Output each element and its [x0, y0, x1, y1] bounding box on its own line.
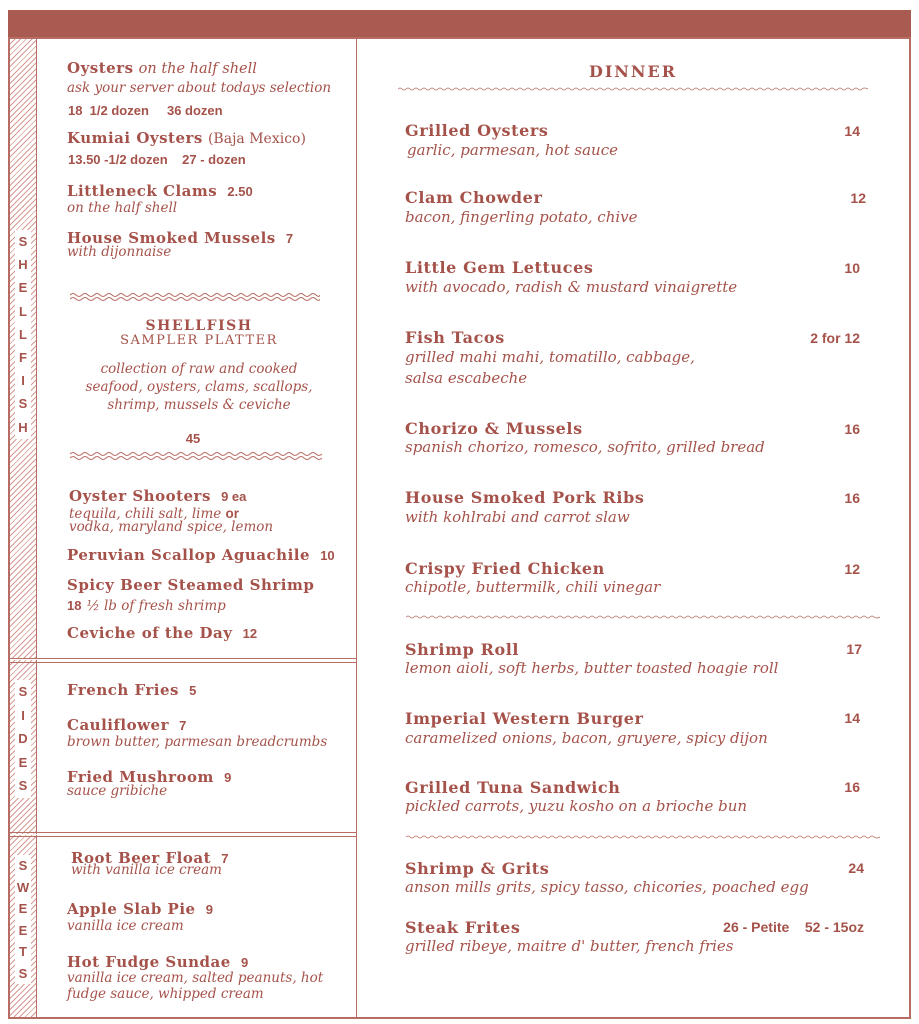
- dinner-item-name: Chorizo & Mussels: [405, 419, 583, 438]
- item-price: 13.50 -1/2 dozen 27 - dozen: [68, 152, 246, 167]
- item-description: vanilla ice cream: [67, 918, 184, 934]
- menu-item-hot-fudge-sundae: [67, 952, 248, 971]
- sweets-vertical-label: S W E E T S: [10, 855, 36, 984]
- item-name: Oysters: [67, 59, 134, 77]
- dinner-item-description: anson mills grits, spicy tasso, chicories, poached egg: [405, 878, 809, 896]
- section-separator: [8, 832, 356, 833]
- menu-item-cauliflower: [67, 715, 186, 734]
- item-name-suffix: on the half shell: [138, 61, 257, 77]
- item-price: 18 1/2 dozen 36 dozen: [68, 103, 223, 118]
- dinner-item-price: 14: [844, 123, 860, 139]
- item-name: Cauliflower: [67, 716, 169, 734]
- dinner-item-description: salsa escabeche: [405, 369, 528, 387]
- item-price: 7: [221, 851, 229, 866]
- dinner-item-description: with avocado, radish & mustard vinaigrette: [405, 278, 738, 296]
- menu-item-kumiai-oysters: [67, 128, 306, 147]
- dinner-item-description: bacon, fingerling potato, chive: [405, 208, 638, 226]
- sides-vertical-label: S I D E S: [10, 680, 36, 798]
- dinner-item-price: 16: [844, 490, 860, 506]
- item-name: Hot Fudge Sundae: [67, 953, 231, 971]
- menu-item-french-fries: [67, 680, 196, 699]
- item-description: with dijonnaise: [67, 244, 172, 260]
- item-description: with vanilla ice cream: [71, 862, 222, 878]
- item-name: Kumiai Oysters: [67, 129, 203, 147]
- platter-description: seafood, oysters, clams, scallops,: [85, 379, 313, 395]
- shellfish-vertical-label: S H E L L F I S H: [10, 230, 36, 439]
- item-description: sauce gribiche: [67, 783, 168, 799]
- dinner-item-price: 10: [844, 260, 860, 276]
- item-price: 18: [67, 598, 82, 613]
- dinner-item-name: Imperial Western Burger: [405, 709, 644, 728]
- item-name: Oyster Shooters: [69, 487, 211, 505]
- top-banner: [8, 10, 911, 37]
- item-name: Ceviche of the Day: [67, 624, 233, 642]
- section-separator: [8, 658, 356, 659]
- item-description: [67, 595, 226, 614]
- item-price: 9: [240, 955, 249, 970]
- dinner-item-description: lemon aioli, soft herbs, butter toasted hoagie roll: [405, 659, 779, 677]
- menu-item-apple-slab-pie: [67, 899, 213, 918]
- item-name: Apple Slab Pie: [67, 900, 196, 918]
- wave-rule: [406, 834, 880, 842]
- platter-price: 45: [185, 431, 201, 446]
- menu-item-scallop-aguachile: [67, 545, 335, 564]
- item-description: fudge sauce, whipped cream: [67, 986, 264, 1002]
- dinner-item-price: 14: [844, 710, 860, 726]
- item-price: 5: [189, 683, 197, 698]
- item-description: ask your server about todays selection: [67, 80, 332, 96]
- dinner-item-price: 26 - Petite 52 - 15oz: [723, 919, 864, 935]
- dinner-item-description: garlic, parmesan, hot sauce: [407, 141, 618, 159]
- dinner-item-name: Grilled Tuna Sandwich: [405, 778, 621, 797]
- dinner-item-description: spanish chorizo, romesco, sofrito, grilled bread: [405, 438, 765, 456]
- item-name: Root Beer Float: [71, 849, 212, 867]
- item-price: 12: [242, 626, 258, 641]
- item-description: on the half shell: [67, 200, 178, 216]
- item-price: 7: [285, 231, 294, 246]
- menu-item-ceviche: [67, 623, 257, 642]
- wave-rule: [398, 86, 868, 94]
- item-name: French Fries: [67, 681, 179, 699]
- wave-divider: [70, 451, 322, 459]
- wave-divider: [70, 292, 320, 300]
- platter-description: shrimp, mussels & ceviche: [107, 397, 291, 413]
- dinner-item-price: 24: [848, 860, 864, 876]
- dinner-item-name: Clam Chowder: [405, 188, 543, 207]
- dinner-item-price: 2 for 12: [810, 330, 860, 346]
- item-price: 9: [205, 902, 213, 917]
- item-description: vodka, maryland spice, lemon: [69, 519, 274, 535]
- dinner-item-name: Shrimp & Grits: [405, 859, 550, 878]
- dinner-item-name: House Smoked Pork Ribs: [405, 488, 645, 507]
- dinner-item-name: Steak Frites: [405, 918, 521, 937]
- item-name: Littleneck Clams: [67, 182, 218, 200]
- item-name-suffix: (Baja Mexico): [207, 131, 306, 147]
- description-text: tequila, chili salt, lime: [69, 506, 226, 522]
- dinner-item-price: 16: [844, 421, 860, 437]
- dinner-item-description: pickled carrots, yuzu kosho on a brioche bun: [405, 797, 748, 815]
- item-description: brown butter, parmesan breadcrumbs: [67, 734, 328, 750]
- description-conjunction: or: [225, 506, 240, 521]
- menu-item-oysters: [67, 58, 257, 77]
- dinner-title: DINNER: [588, 62, 678, 81]
- dinner-item-price: 17: [846, 641, 862, 657]
- dinner-item-name: Crispy Fried Chicken: [405, 559, 605, 578]
- platter-subtitle: SAMPLER PLATTER: [120, 333, 278, 348]
- dinner-item-name: Little Gem Lettuces: [405, 258, 594, 277]
- dinner-item-price: 12: [844, 561, 860, 577]
- item-name: Fried Mushroom: [67, 768, 214, 786]
- platter-description: collection of raw and cooked: [100, 361, 298, 377]
- description-text: ½ lb of fresh shrimp: [86, 598, 226, 614]
- dinner-item-price: 16: [844, 779, 860, 795]
- section-separator: [8, 662, 356, 663]
- section-separator: [8, 836, 356, 837]
- item-name: Peruvian Scallop Aguachile: [67, 546, 311, 564]
- dinner-item-description: with kohlrabi and carrot slaw: [405, 508, 630, 526]
- column-divider: [356, 37, 357, 1019]
- item-price: 9: [224, 770, 232, 785]
- dinner-item-price: 12: [850, 190, 866, 206]
- item-price: 9 ea: [221, 489, 247, 504]
- dinner-item-description: caramelized onions, bacon, gruyere, spicy dijon: [405, 729, 768, 747]
- item-price: 2.50: [227, 184, 253, 199]
- dinner-item-name: Shrimp Roll: [405, 640, 520, 659]
- dinner-item-name: Fish Tacos: [405, 328, 505, 347]
- platter-title: SHELLFISH: [145, 318, 253, 334]
- dinner-item-name: Grilled Oysters: [405, 121, 549, 140]
- dinner-item-description: chipotle, buttermilk, chili vinegar: [405, 578, 661, 596]
- item-name: House Smoked Mussels: [67, 229, 276, 247]
- dinner-item-description: grilled ribeye, maitre d' butter, french fries: [405, 937, 734, 955]
- wave-rule: [406, 614, 880, 622]
- item-price: 7: [179, 718, 187, 733]
- item-price: 10: [320, 548, 335, 563]
- menu-item-beer-steamed-shrimp: Spicy Beer Steamed Shrimp: [67, 576, 315, 594]
- dinner-item-description: grilled mahi mahi, tomatillo, cabbage,: [405, 348, 695, 366]
- menu-item-littleneck-clams: [67, 181, 253, 200]
- item-description: vanilla ice cream, salted peanuts, hot: [67, 970, 324, 986]
